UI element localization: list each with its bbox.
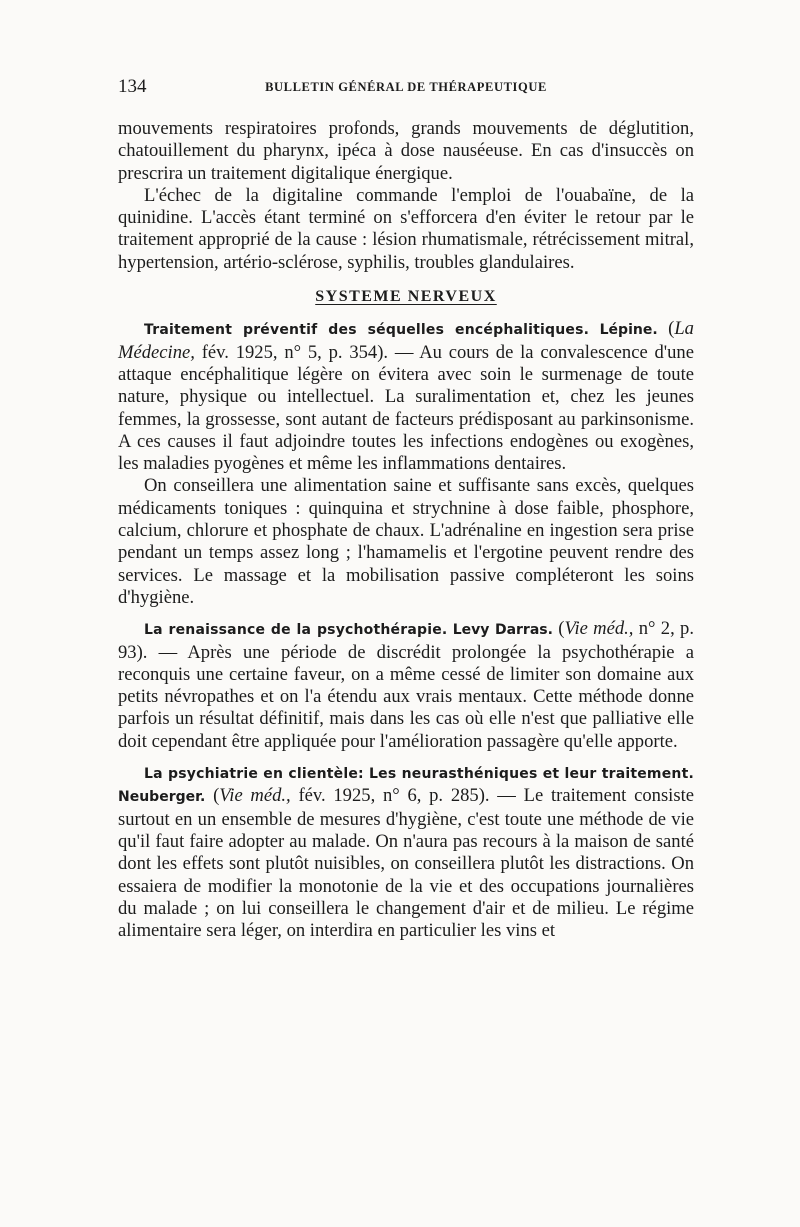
article-entry: La renaissance de la psychothérapie. Levy Darras. (Vie méd., n° 2, p. 93). — Après une période de discrédit prolongée la psychothérapie a reconquis une certaine faveur, on a même cessé de limiter son domaine aux petits névropathes et on l'a étendu aux vrais mentaux. Cette méthode donne parfois un résultat définitif, mais dans les cas où elle n'est que palliative elle doit cependant être appliquée pour l'amélioration passagère qu'elle apporte.: [118, 618, 694, 752]
article-title: Traitement préventif des séquelles encéphalitiques.: [144, 322, 590, 339]
article-author: Lépine.: [599, 322, 658, 339]
citation-details: fév. 1925, n° 5, p. 354). —: [194, 341, 420, 363]
journal-name: Vie méd.,: [564, 618, 634, 640]
section-heading: SYSTEME NERVEUX: [315, 288, 497, 306]
article-entry: Traitement préventif des séquelles encéphalitiques. Lépine. (La Médecine, fév. 1925, n° 5, p. 354). — Au cours de la convalescence d'une attaque encéphalitique légère on évitera avec soin le surmenage de toute nature, physique ou intellectuel. La suralimentation et, chez les jeunes femmes, la grossesse, sont autant de facteurs prédisposant au parkinsonisme. A ces causes il faut adjoindre toutes les infections endogènes ou exogènes, les maladies pyogènes et même les inflammations dentaires.: [118, 318, 694, 475]
article-author: Neuberger.: [118, 789, 206, 806]
page-number: 134: [118, 76, 147, 97]
paragraph: mouvements respiratoires profonds, grands mouvements de déglutition, chatouillement du pharynx, ipéca à dose nauséeuse. En cas d'insuccès on prescrira un traitement digitalique énergique.: [118, 118, 694, 184]
paragraph: On conseillera une alimentation saine et suffisante sans excès, quelques médicaments toniques : quinquina et strychnine à dose faible, phosphore, calcium, chlorure et phosphate de chaux. L'adrénaline en ingestion sera prise pendant un temps assez long ; l'hamamelis et l'ergotine peuvent rendre des services. Le massage et la mobilisation passive compléteront les soins d'hygiène.: [118, 475, 694, 608]
citation-details: n° 2, p. 93). —: [118, 618, 694, 663]
article-title: La psychiatrie en clientèle: Les neurasthéniques et leur traitement.: [144, 766, 694, 783]
page-header: [118, 76, 694, 100]
article-author: Levy Darras.: [452, 622, 553, 639]
page-body: [118, 118, 694, 942]
citation-details: fév. 1925, n° 6, p. 285). —: [290, 785, 524, 807]
article-entry: La psychiatrie en clientèle: Les neurasthéniques et leur traitement. Neuberger. (Vie méd., fév. 1925, n° 6, p. 285). — Le traitement consiste surtout en un ensemble de mesures d'hygiène, c'est toute une méthode de vie qu'il faut faire adopter au malade. On n'aura pas recours à la maison de santé dont les effets sont plutôt nuisibles, on conseillera plutôt les distractions. On essaiera de modifier la monotonie de la vie et des occupations journalières du malade ; on lui conseillera le changement d'air et de milieu. Le régime alimentaire sera léger, on interdira en particulier les vins et: [118, 766, 694, 942]
journal-name: Vie méd.,: [219, 785, 291, 807]
journal-name: La Médecine,: [118, 318, 694, 363]
article-text: Le traitement consiste surtout en un ensemble de mesures d'hygiène, c'est toute une méthode de vie qu'il faut faire adopter au malade. On n'aura pas recours à la maison de santé dont les effets sont plutôt nuisibles, on conseillera plutôt les distractions. On essaiera de modifier la monotonie de la vie et des occupations journalières du malade ; on lui conseillera le changement d'air et de milieu. Le régime alimentaire sera léger, on interdira en particulier les vins et: [118, 785, 694, 942]
article-text: Après une période de discrédit prolongée la psychothérapie a reconquis une certaine faveur, on a même cessé de limiter son domaine aux petits névropathes et on l'a étendu aux vrais mentaux. Cette méthode donne parfois un résultat définitif, mais dans les cas où elle n'est que palliative elle doit cependant être appliquée pour l'amélioration passagère qu'elle apporte.: [118, 641, 694, 752]
running-title: BULLETIN GÉNÉRAL DE THÉRAPEUTIQUE: [265, 80, 547, 94]
article-title: La renaissance de la psychothérapie.: [144, 622, 448, 639]
article-text: Au cours de la convalescence d'une attaque encéphalitique légère on évitera avec soin le surmenage de toute nature, physique ou intellectuel. La suralimentation et, chez les jeunes femmes, la grossesse, sont autant de facteurs prédisposant au parkinsonisme. A ces causes il faut adjoindre toutes les infections endogènes ou exogènes, les maladies pyogènes et même les inflammations dentaires.: [118, 341, 694, 475]
paragraph: L'échec de la digitaline commande l'emploi de l'ouabaïne, de la quinidine. L'accès étant terminé on s'efforcera d'en éviter le retour par le traitement approprié de la cause : lésion rhumatismale, rétrécissement mitral, hypertension, artério-sclérose, syphilis, troubles glandulaires.: [118, 184, 694, 273]
